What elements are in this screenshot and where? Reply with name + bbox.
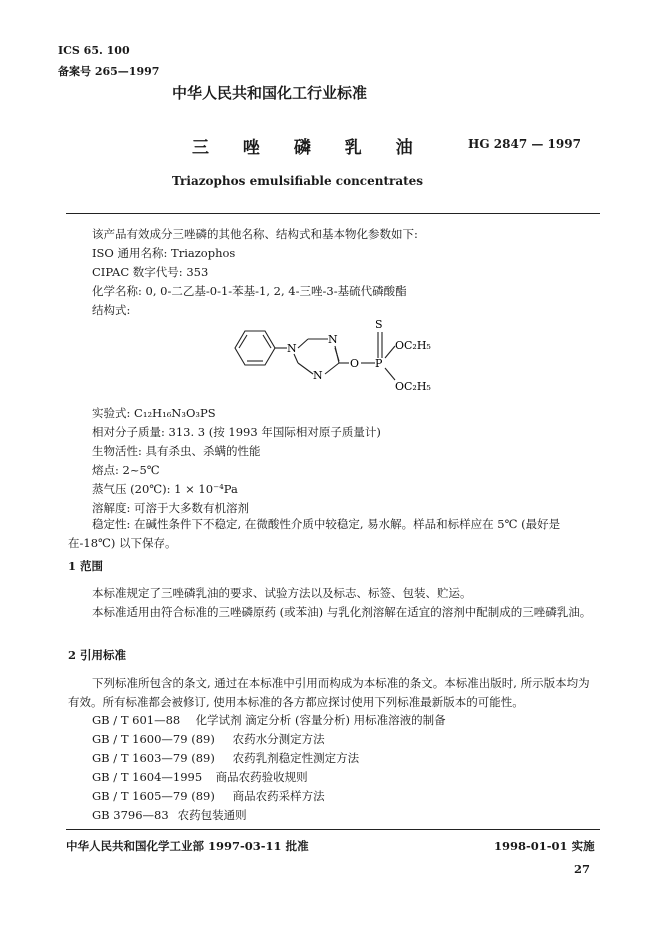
ref-title: 农药乳剂稳定性测定方法 — [232, 751, 360, 765]
cipac-row — [92, 264, 208, 280]
iso-value: Triazophos — [171, 246, 236, 260]
ref-title: 商品农药验收规则 — [215, 770, 308, 784]
stab-label: 稳定性: — [92, 517, 131, 531]
footer-rule — [66, 829, 600, 830]
mp-label: 熔点: — [92, 463, 119, 477]
section-1-para-2: 本标准适用由符合标准的三唑磷原药 (或苯油) 与乳化剂溶解在适宜的溶剂中配制成的三唑磷乳油。 — [92, 605, 592, 619]
standard-code: HG 2847 — 1997 — [468, 137, 581, 151]
record-number: 备案号 265—1997 — [58, 65, 160, 78]
page-number: 27 — [574, 862, 591, 876]
doc-title: 三 唑 磷 乳 油 — [192, 138, 427, 158]
org-title: 中华人民共和国化工行业标准 — [172, 84, 368, 102]
english-title: Triazophos emulsifiable concentrates — [172, 174, 424, 188]
mass-row — [92, 424, 381, 440]
iso-label: ISO 通用名称: — [92, 246, 168, 260]
ref-code: GB / T 601—88 — [92, 713, 181, 727]
sol-row — [92, 500, 249, 516]
ref-row — [92, 807, 247, 823]
ref-row — [92, 712, 446, 728]
ref-code: GB / T 1605—79 (89) — [92, 789, 215, 803]
cipac-label: CIPAC 数字代号: — [92, 265, 183, 279]
sol-value: 可溶于大多数有机溶剂 — [134, 501, 250, 515]
ref-title: 农药包装通则 — [177, 808, 247, 822]
formula-value: C₁₂H₁₆N₃O₃PS — [134, 406, 216, 420]
ref-code: GB / T 1600—79 (89) — [92, 732, 215, 746]
ref-title: 化学试剂 滴定分析 (容量分析) 用标准溶液的制备 — [195, 713, 446, 727]
stab-value: 在碱性条件下不稳定, 在微酸性介质中较稳定, 易水解。样品和标样应在 5℃ (最好是在-18℃) 以下保存。 — [68, 517, 561, 550]
intro-lead: 该产品有效成分三唑磷的其他名称、结构式和基本物化参数如下: — [92, 227, 418, 241]
atom-n1: N — [287, 342, 297, 355]
bio-value: 具有杀虫、杀螨的性能 — [145, 444, 261, 458]
chem-label: 化学名称: — [92, 284, 142, 298]
vp-label: 蒸气压 (20℃): — [92, 482, 171, 496]
bio-label: 生物活性: — [92, 444, 142, 458]
ref-title: 商品农药采样方法 — [232, 789, 325, 803]
section-1-heading: 1 范围 — [68, 559, 104, 573]
iso-name-row — [92, 245, 235, 261]
formula-row — [92, 405, 216, 421]
header-rule — [66, 213, 600, 214]
structural-formula — [225, 318, 455, 398]
group-oet-2: OC₂H₅ — [395, 380, 431, 393]
chem-name-row — [92, 283, 407, 299]
section-2-heading: 2 引用标准 — [68, 648, 127, 662]
mp-row — [92, 462, 160, 478]
ref-row — [92, 769, 308, 785]
atom-p: P — [375, 357, 383, 370]
ref-code: GB / T 1604—1995 — [92, 770, 203, 784]
ref-row — [92, 731, 325, 747]
ref-row — [92, 788, 325, 804]
approval-note: 中华人民共和国化学工业部 1997-03-11 批准 — [66, 839, 309, 853]
ics-code: ICS 65. 100 — [58, 44, 130, 57]
mass-label: 相对分子质量: — [92, 425, 165, 439]
ref-code: GB / T 1603—79 (89) — [92, 751, 215, 765]
mass-value: 313. 3 (按 1993 年国际相对原子质量计) — [168, 425, 381, 439]
atom-n2: N — [328, 333, 338, 346]
chem-value: 0, 0-二乙基-0-1-苯基-1, 2, 4-三唑-3-基硫代磷酸酯 — [145, 284, 407, 298]
vp-value: 1 × 10⁻⁴Pa — [174, 482, 238, 496]
bio-row — [92, 443, 261, 459]
formula-label: 实验式: — [92, 406, 131, 420]
ref-code: GB 3796—83 — [92, 808, 169, 822]
stability-row — [68, 515, 600, 553]
vp-row — [92, 481, 238, 497]
ref-title: 农药水分测定方法 — [232, 732, 325, 746]
atom-s: S — [375, 318, 383, 331]
struct-label: 结构式: — [92, 303, 131, 317]
atom-n3: N — [313, 369, 323, 382]
mp-value: 2~5℃ — [122, 463, 160, 477]
section-1-para-1: 本标准规定了三唑磷乳油的要求、试验方法以及标志、标签、包装、贮运。 — [92, 586, 472, 600]
cipac-value: 353 — [186, 265, 209, 279]
group-oet-1: OC₂H₅ — [395, 339, 431, 352]
implement-date: 1998-01-01 实施 — [494, 839, 595, 853]
sol-label: 溶解度: — [92, 501, 131, 515]
ref-row — [92, 750, 359, 766]
section-2-para-1: 下列标准所包含的条文, 通过在本标准中引用而构成为本标准的条文。本标准出版时, 所示版本均为有效。所有标准都会被修订, 使用本标准的各方都应探讨使用下列标准最新版本的可能性。 — [68, 676, 590, 709]
atom-o: O — [350, 357, 360, 370]
